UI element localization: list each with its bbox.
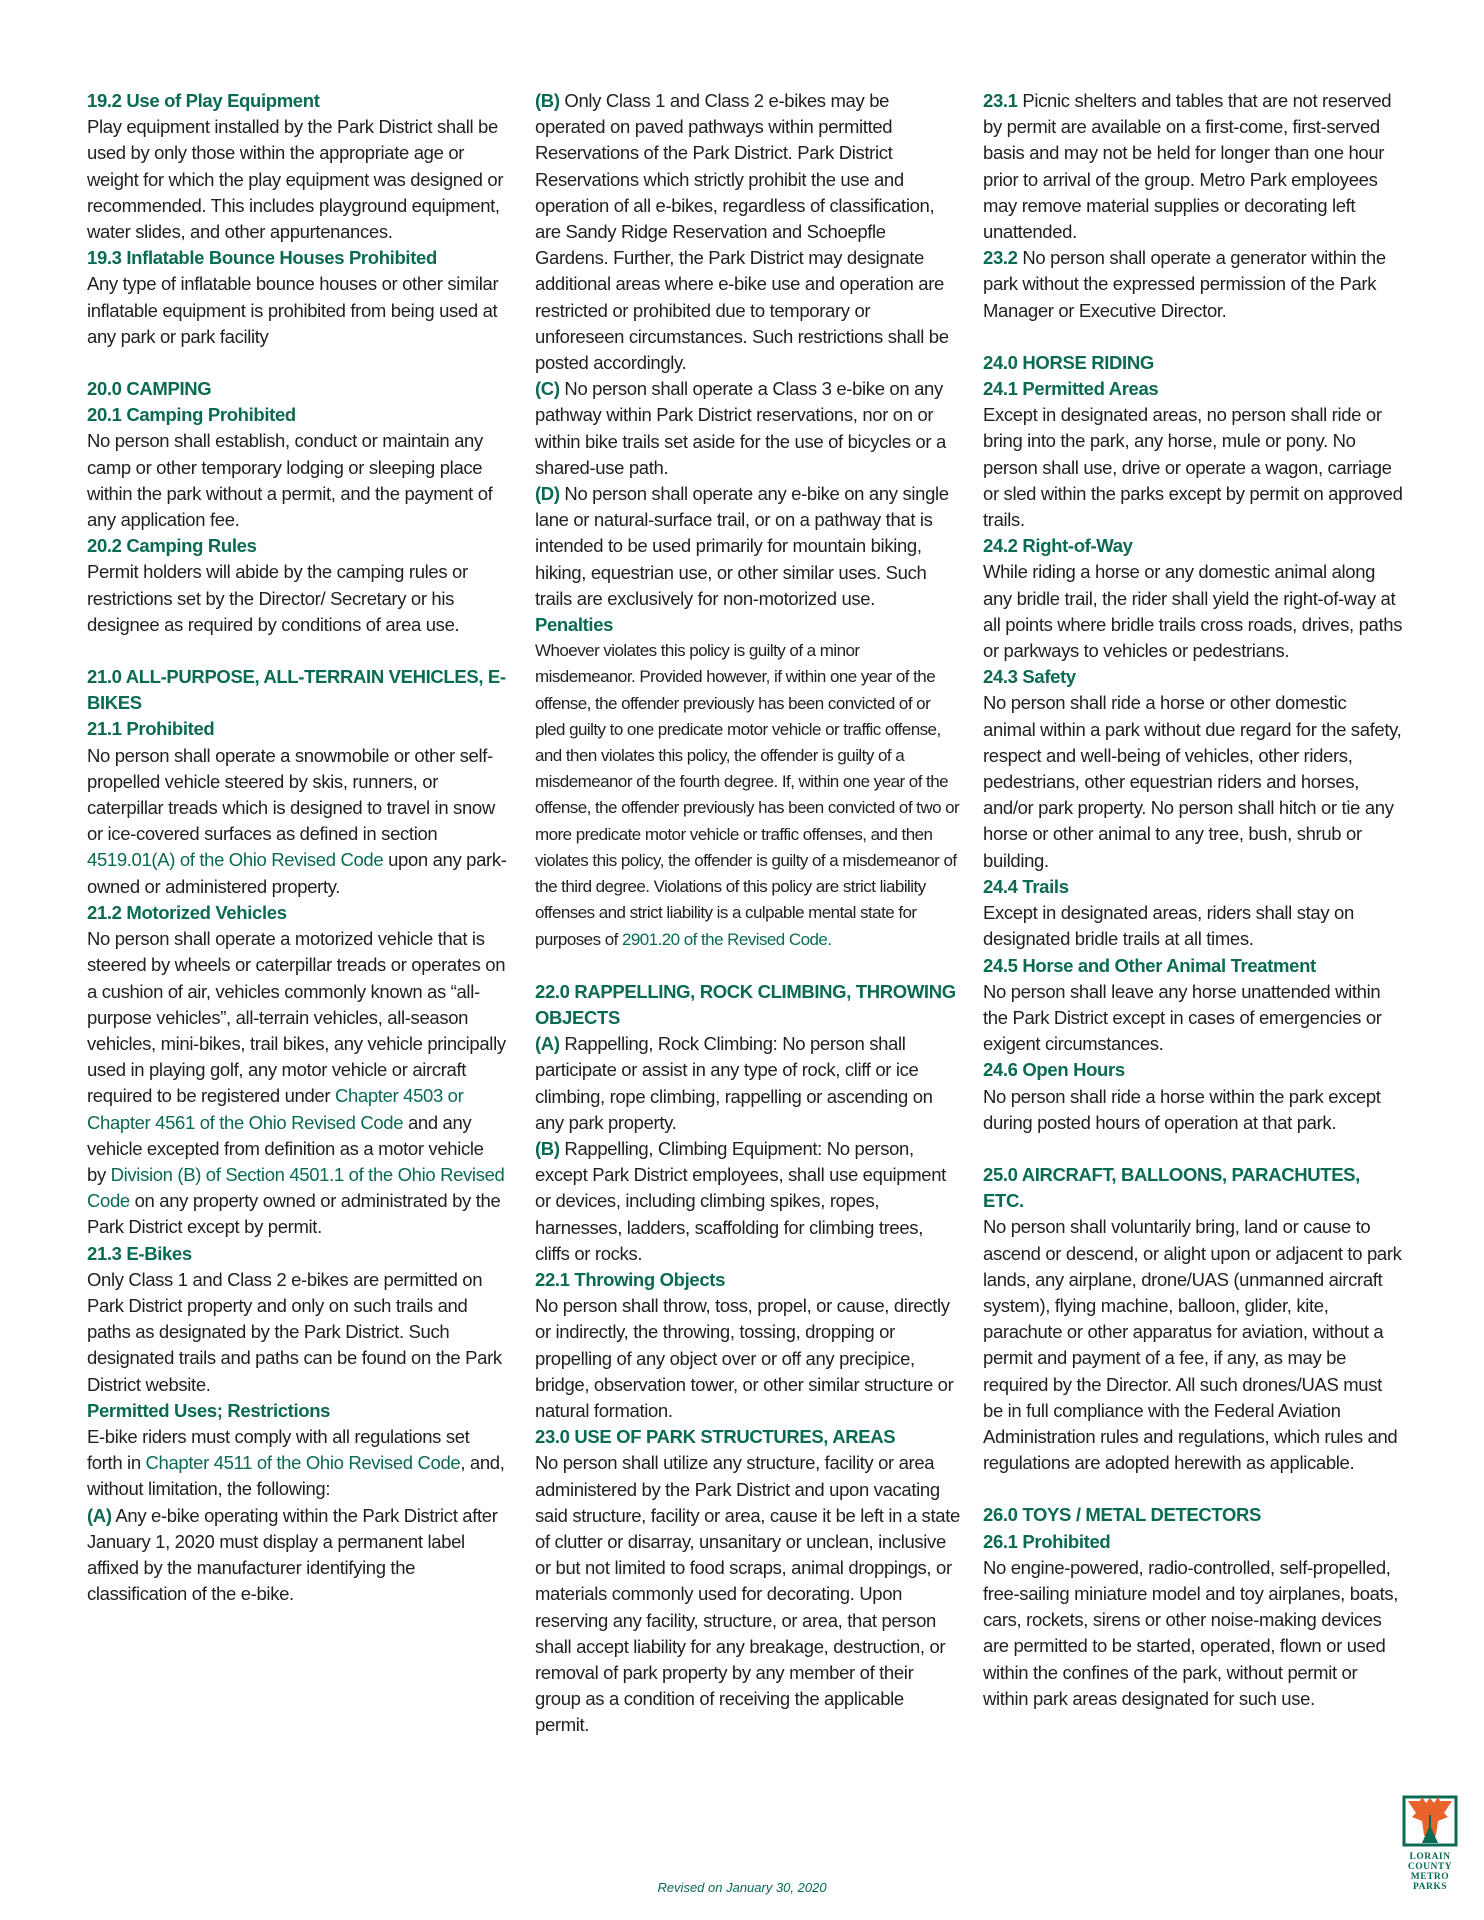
paragraph-text: Rappelling, Climbing Equipment: No person, except Park District employees, shall use equipment or devices, including climbing spikes, ropes, harnesses, ladders, scaffolding for climbing trees, cliffs or rocks. <box>535 1137 946 1264</box>
item-label: (C) <box>535 378 560 400</box>
section-heading: 20.0 CAMPING <box>87 378 212 400</box>
column-middle <box>535 88 960 1739</box>
column-left <box>87 88 507 1607</box>
section-heading: 23.0 USE OF PARK STRUCTURES, AREAS <box>535 1426 896 1448</box>
paragraph-text: E-bike riders must comply with all regulations set forth in <box>87 1425 470 1474</box>
section-heading: 22.0 RAPPELLING, ROCK CLIMBING, THROWING OBJECTS <box>535 980 956 1028</box>
paragraph-text: Only Class 1 and Class 2 e-bikes are permitted on Park District property and only on such trails and paths as designated by the Park District. Such designated trails and paths can be found on the Park District website. <box>87 1268 502 1395</box>
paragraph-text: While riding a horse or any domestic animal along any bridle trail, the rider shall yield the right-of-way at all points where bridle trails cross roads, drives, paths or parkways to vehicles or pedestrians. <box>983 561 1403 662</box>
paragraph <box>983 900 1403 952</box>
item-label: 23.2 <box>983 247 1018 269</box>
paragraph-text: No person shall ride a horse within the park except during posted hours of operation at that park. <box>983 1085 1381 1133</box>
section-gap <box>983 324 1403 350</box>
paragraph-text: No person shall operate a generator within the park without the expressed permission of the Park Manager or Executive Director. <box>983 247 1386 321</box>
logo-line: PARKS <box>1413 1882 1447 1892</box>
paragraph-text: upon any park-owned or administered property. <box>87 849 507 897</box>
paragraph <box>87 271 507 350</box>
leaf-logo-icon <box>1402 1795 1458 1847</box>
paragraph-text: No person shall operate a motorized vehicle that is steered by wheels or caterpillar treads or operates on a cushion of air, vehicles commonly known as “all-purpose vehicles”, all-terrain vehicles, all-season vehicles, mini-bikes, trail bikes, any vehicle principally used in playing golf, any motor vehicle or aircraft required to be registered under <box>87 928 506 1107</box>
section-heading: 22.1 Throwing Objects <box>535 1268 726 1290</box>
section-heading: 21.2 Motorized Vehicles <box>87 901 287 923</box>
section-heading: 19.3 Inflatable Bounce Houses Prohibited <box>87 247 437 269</box>
paragraph <box>983 88 1403 245</box>
paragraph-text: Any type of inflatable bounce houses or other similar inflatable equipment is prohibited from being used at any park or park facility <box>87 273 499 347</box>
paragraph-text: Picnic shelters and tables that are not reserved by permit are available on a first-come, first-served basis and may not be held for longer than one hour prior to arrival of the group. Metro Park employees may remove material supplies or decorating left unattended. <box>983 90 1392 243</box>
paragraph <box>87 1503 507 1608</box>
paragraph <box>535 376 960 481</box>
section-heading: 24.5 Horse and Other Animal Treatment <box>983 954 1316 976</box>
paragraph-text: Except in designated areas, riders shall stay on designated bridle trails at all times. <box>983 902 1354 950</box>
section-heading: 19.2 Use of Play Equipment <box>87 90 320 111</box>
section-heading: 24.4 Trails <box>983 875 1069 897</box>
paragraph-text: on any property owned or administrated by the Park District except by permit. <box>87 1190 501 1238</box>
section-heading: 26.1 Prohibited <box>983 1530 1111 1552</box>
logo-line: METRO <box>1410 1872 1450 1882</box>
logo-wordmark <box>1402 1852 1458 1892</box>
lorain-county-metro-parks-logo <box>1402 1795 1458 1892</box>
paragraph <box>535 638 960 952</box>
paragraph <box>535 88 960 376</box>
paragraph-text: No person shall operate a snowmobile or other self-propelled vehicle steered by skis, runners, or caterpillar treads which is designed to travel in snow or ice-covered surfaces as defined in section <box>87 744 495 845</box>
paragraph-text: and any vehicle excepted from definition as a motor vehicle by <box>87 1111 484 1185</box>
section-gap <box>983 1136 1403 1162</box>
section-heading: 24.3 Safety <box>983 666 1076 688</box>
paragraph-text: No person shall throw, toss, propel, or cause, directly or indirectly, the throwing, tossing, dropping or propelling of any object over or off any precipice, bridge, observation tower, or other similar structure or natural formation. <box>535 1295 954 1421</box>
code-reference-link[interactable]: 2901.20 of the Revised Code. <box>621 929 832 949</box>
section-heading: 21.3 E-Bikes <box>87 1242 192 1264</box>
paragraph <box>87 743 507 900</box>
paragraph-text: No person shall operate any e-bike on any single lane or natural-surface trail, or on a pathway that is intended to be used primarily for mountain biking, hiking, equestrian use, or other similar uses. Such trails are exclusively for non-motorized use. <box>535 483 949 609</box>
paragraph <box>87 1424 507 1503</box>
section-heading: 24.0 HORSE RIDING <box>983 351 1154 373</box>
section-heading: 20.1 Camping Prohibited <box>87 404 296 426</box>
section-heading: 24.6 Open Hours <box>983 1059 1125 1081</box>
item-label: (A) <box>87 1504 112 1526</box>
item-label: (A) <box>535 1033 560 1055</box>
logo-line: COUNTY <box>1407 1862 1453 1872</box>
paragraph <box>983 245 1403 324</box>
revision-footer: Revised on January 30, 2020 <box>657 1880 827 1895</box>
paragraph-text: Rappelling, Rock Climbing: No person shall participate or assist in any type of rock, cliff or ice climbing, rope climbing, rappelling or ascending on any park property. <box>535 1033 933 1133</box>
paragraph <box>87 1267 507 1398</box>
paragraph <box>983 402 1403 533</box>
item-label: (B) <box>535 90 560 111</box>
paragraph-text: No person shall voluntarily bring, land or cause to ascend or descend, or alight upon or adjacent to park lands, any airplane, drone/UAS (unmanned aircraft system), flying machine, balloon, glider, kite, parachute or other apparatus for aviation, without a permit and payment of a fee, if any, as may be required by the Director. All such drones/UAS must be in full compliance with the Federal Aviation Administration rules and regulations, which rules and regulations are adopted herewith as applicable. <box>983 1216 1402 1474</box>
section-gap <box>535 953 960 979</box>
paragraph <box>535 481 960 612</box>
section-heading: 21.0 ALL-PURPOSE, ALL-TERRAIN VEHICLES, E-BIKES <box>87 666 506 714</box>
paragraph-text: Permit holders will abide by the camping rules or restrictions set by the Director/ Secretary or his designee as required by conditions of area use. <box>87 561 468 635</box>
paragraph-text: Whoever violates this policy is guilty of a minor misdemeanor. Provided however, if within one year of the offense, the offender previously has been convicted of or pled guilty to one predicate motor vehicle or traffic offense, and then violates this policy, the offender is guilty of a misdemeanor of the fourth degree. If, within one year of the offense, the offender previously has been convicted of two or more predicate motor vehicle or traffic offenses, and then violates this policy, the offender is guilty of a misdemeanor of the third degree. Violations of this policy are strict liability offenses and strict liability is a culpable mental state for purposes of <box>535 641 960 949</box>
logo-line: LORAIN <box>1409 1852 1451 1862</box>
paragraph <box>87 428 507 533</box>
code-reference-link[interactable]: 4519.01(A) of the Ohio Revised Code <box>87 849 384 871</box>
section-heading: Permitted Uses; Restrictions <box>87 1399 331 1421</box>
paragraph <box>983 1555 1403 1712</box>
paragraph-text: No person shall utilize any structure, facility or area administered by the Park District and upon vacating said structure, facility or area, cause it be left in a state of clutter or disarray, unsanitary or unclean, inclusive or but not limited to food scraps, animal droppings, or materials commonly used for decorating. Upon reserving any facility, structure, or area, that person shall accept liability for any breakage, destruction, or removal of park property by any member of their group as a condition of receiving the applicable permit. <box>535 1452 960 1736</box>
paragraph-text: Play equipment installed by the Park District shall be used by only those within the appropriate age or weight for which the play equipment was designed or recommended. This includes playground equipment, water slides, and other appurtenances. <box>87 116 504 243</box>
paragraph <box>983 1084 1403 1136</box>
paragraph-text: No person shall establish, conduct or maintain any camp or other temporary lodging or sleeping place within the park without a permit, and the payment of any application fee. <box>87 430 493 531</box>
paragraph-text: No person shall operate a Class 3 e-bike on any pathway within Park District reservations, nor on or within bike trails set aside for the use of bicycles or a shared-use path. <box>535 378 946 478</box>
paragraph <box>535 1293 960 1424</box>
section-heading: 20.2 Camping Rules <box>87 535 257 557</box>
paragraph-text: Only Class 1 and Class 2 e-bikes may be operated on paved pathways within permitted Reservations of the Park District. Park District Reservations which strictly prohibit the use and operation of all e-bikes, regardless of classification, are Sandy Ridge Reservation and Schoepfle Gardens. Further, the Park District may designate additional areas where e-bike use and operation are restricted or prohibited due to temporary or unforeseen circumstances. Such restrictions shall be posted accordingly. <box>535 90 949 374</box>
code-reference-link[interactable]: Division (B) of Section 4501.1 of the Ohio Revised Code <box>87 1163 505 1212</box>
paragraph <box>535 1450 960 1738</box>
section-heading: Penalties <box>535 614 614 636</box>
paragraph-text: No person shall leave any horse unattended within the Park District except in cases of emergencies or exigent circumstances. <box>983 980 1382 1055</box>
paragraph-text: , and, without limitation, the following: <box>87 1452 505 1500</box>
section-heading: 21.1 Prohibited <box>87 718 215 740</box>
paragraph-text: No person shall ride a horse or other domestic animal within a park without due regard for the safety, respect and well-being of vehicles, other riders, pedestrians, other equestrian riders and horses, and/or park property. No person shall hitch or tie any horse or other animal to any tree, bush, shrub or building. <box>983 692 1402 871</box>
section-heading: 25.0 AIRCRAFT, BALLOONS, PARACHUTES, ETC. <box>983 1163 1360 1212</box>
paragraph-text: Any e-bike operating within the Park District after January 1, 2020 must display a permanent label affixed by the manufacturer identifying the classification of the e-bike. <box>87 1504 498 1605</box>
section-gap <box>87 350 507 376</box>
item-label: 23.1 <box>983 90 1018 111</box>
paragraph <box>535 1031 960 1136</box>
code-reference-link[interactable]: Chapter 4511 of the Ohio Revised Code <box>145 1452 461 1474</box>
paragraph <box>87 559 507 638</box>
section-gap <box>87 638 507 664</box>
paragraph <box>983 559 1403 664</box>
column-right <box>983 88 1403 1712</box>
paragraph <box>983 979 1403 1058</box>
section-heading: 26.0 TOYS / METAL DETECTORS <box>983 1504 1262 1526</box>
paragraph-text: Except in designated areas, no person shall ride or bring into the park, any horse, mule or pony. No person shall use, drive or operate a wagon, carriage or sled within the parks except by permit on approved trails. <box>983 404 1403 531</box>
item-label: (D) <box>535 483 560 505</box>
section-heading: 24.1 Permitted Areas <box>983 378 1159 400</box>
paragraph <box>983 1214 1403 1476</box>
paragraph <box>87 926 507 1240</box>
paragraph <box>983 690 1403 873</box>
section-gap <box>983 1476 1403 1502</box>
code-reference-link[interactable]: Chapter 4503 or Chapter 4561 of the Ohio Revised Code <box>87 1085 464 1133</box>
paragraph <box>535 1136 960 1267</box>
item-label: (B) <box>535 1137 560 1159</box>
section-heading: 24.2 Right-of-Way <box>983 535 1133 557</box>
paragraph-text: No engine-powered, radio-controlled, self-propelled, free-sailing miniature model and toy airplanes, boats, cars, rockets, sirens or other noise-making devices are permitted to be started, operated, flown or used within the confines of the park, without permit or within park areas designated for such use. <box>983 1556 1399 1709</box>
paragraph <box>87 114 507 245</box>
